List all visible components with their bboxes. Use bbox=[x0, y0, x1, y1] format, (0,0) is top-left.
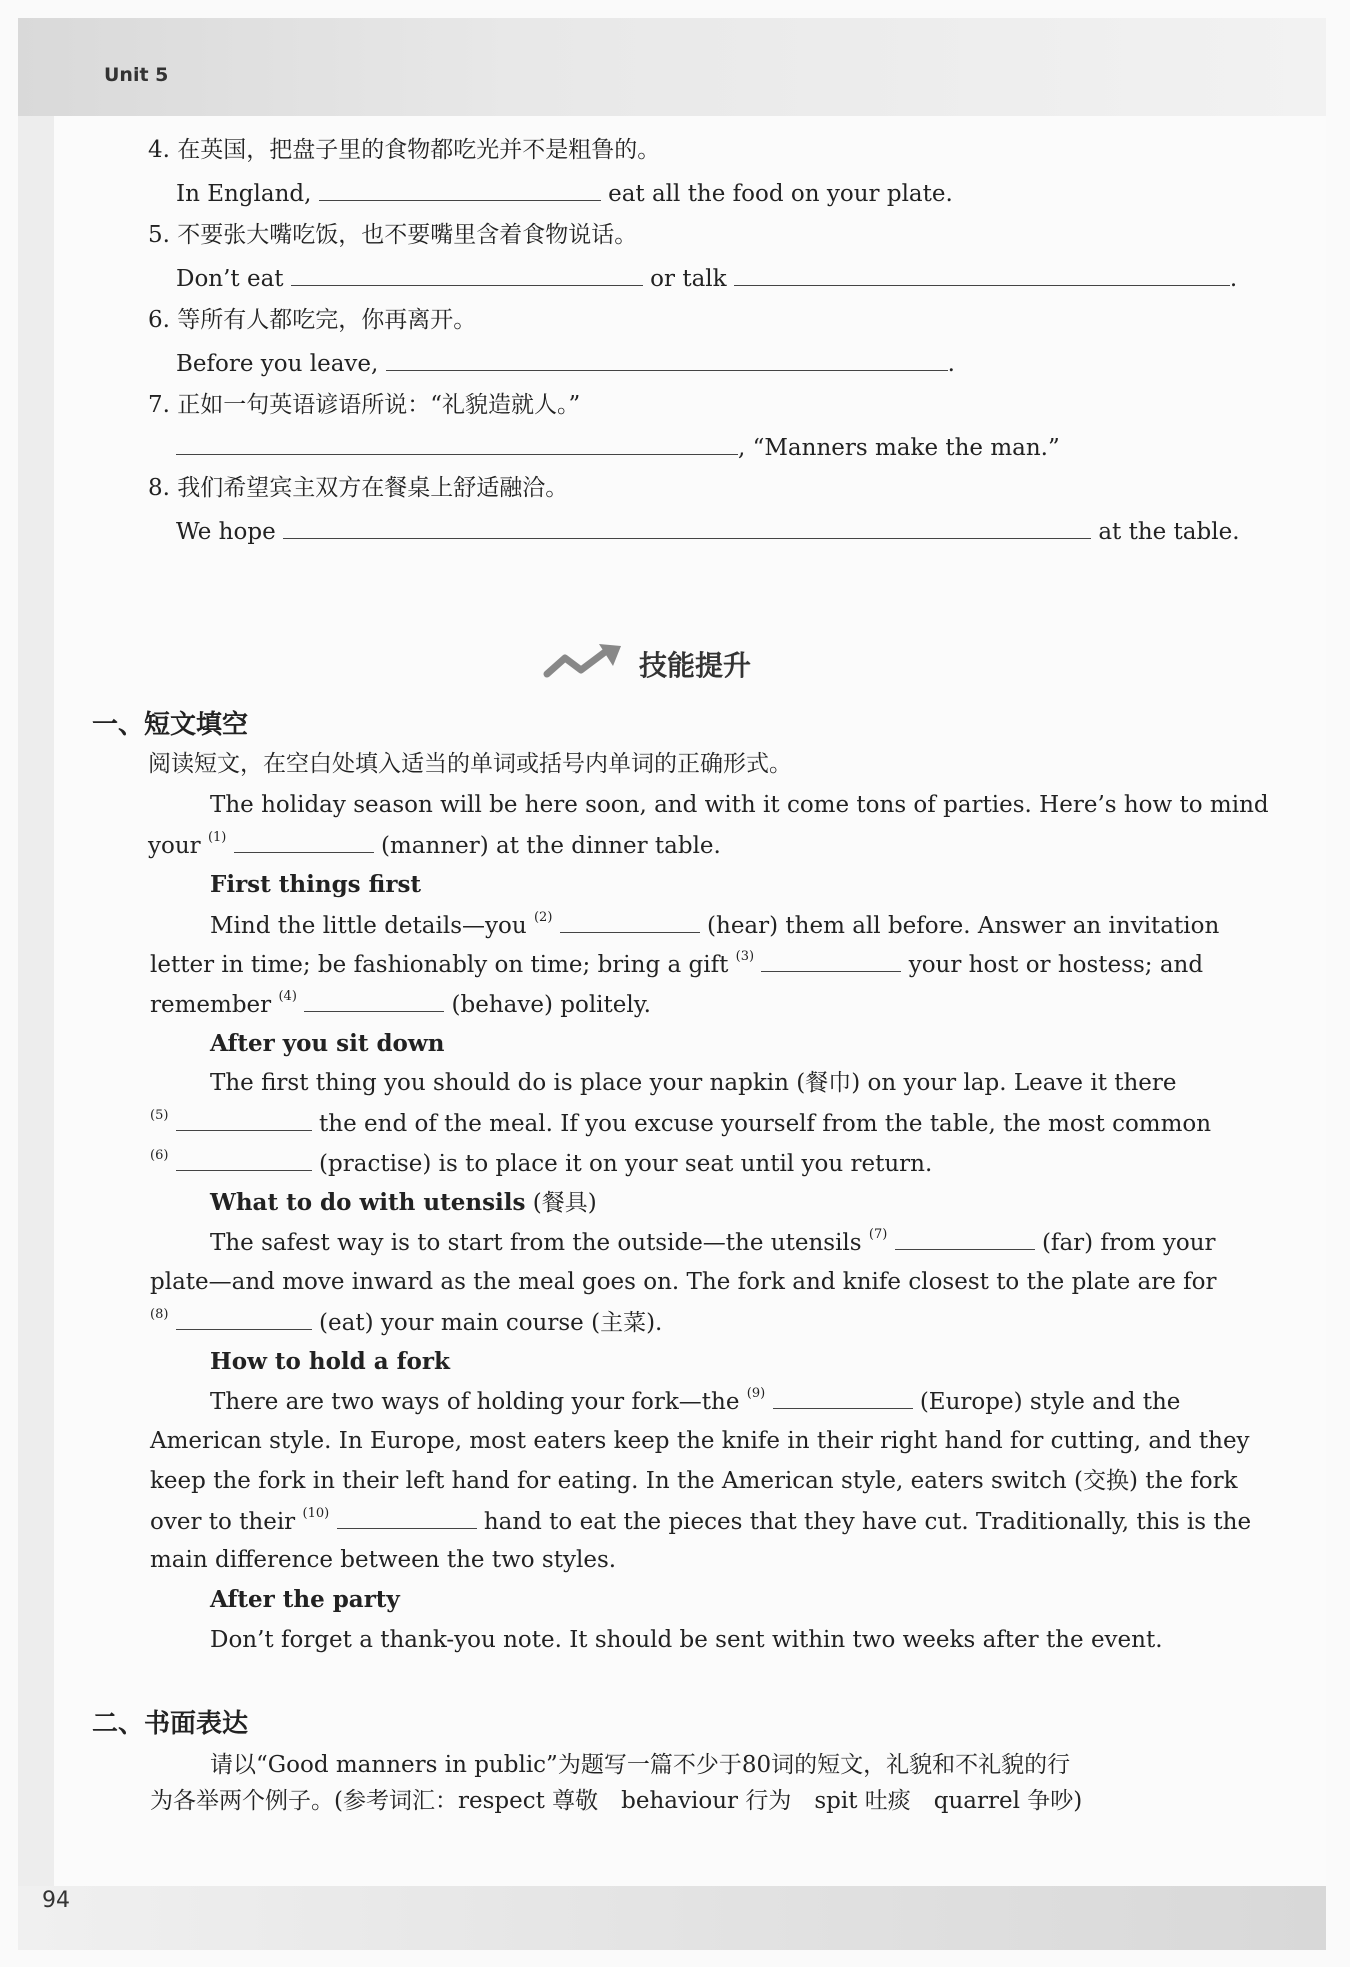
item-7-cn: 7. 正如一句英语谚语所说：“礼貌造就人。” bbox=[148, 392, 581, 418]
para4-text-c: over to their bbox=[150, 1509, 296, 1535]
item-8-en bbox=[176, 516, 1240, 547]
blank-7[interactable] bbox=[895, 1227, 1035, 1250]
blank-number-5: (5) bbox=[150, 1108, 169, 1123]
subheading-first-things: First things first bbox=[210, 871, 422, 898]
item-6-cn: 6. 等所有人都吃完，你再离开。 bbox=[148, 307, 477, 333]
item-5-prefix: Don’t eat bbox=[176, 266, 284, 292]
para2-line-1: The first thing you should do is place your napkin (餐巾) on your lap. Leave it there bbox=[210, 1070, 1177, 1096]
item-4-cn: 4. 在英国，把盘子里的食物都吃光并不是粗鲁的。 bbox=[148, 137, 661, 163]
blank-number-1: (1) bbox=[207, 830, 227, 845]
item-5-en bbox=[176, 263, 1237, 294]
para1-text-f: (behave) politely. bbox=[451, 992, 651, 1018]
item-6-prefix: Before you leave, bbox=[176, 351, 379, 377]
blank-3[interactable] bbox=[761, 949, 901, 972]
footer-band bbox=[18, 1886, 1326, 1950]
blank-number-3: (3) bbox=[735, 949, 755, 964]
item-5-cn: 5. 不要张大嘴吃饭，也不要嘴里含着食物说话。 bbox=[148, 222, 638, 248]
para1-text-e: remember bbox=[150, 992, 272, 1018]
para4-line-3: keep the fork in their left hand for eating. In the American style, eaters switch (交换) the fork bbox=[150, 1468, 1238, 1494]
para1-text-a: Mind the little details—you bbox=[210, 913, 527, 939]
item-4-suffix: eat all the food on your plate. bbox=[608, 181, 953, 207]
intro-text-a: your bbox=[148, 833, 201, 859]
item-7-en bbox=[176, 432, 1060, 463]
para3-text-b: (far) from your bbox=[1041, 1230, 1216, 1256]
para3-line-3 bbox=[150, 1307, 662, 1342]
para1-text-d: your host or hostess; and bbox=[908, 952, 1204, 978]
blank-10[interactable] bbox=[337, 1506, 477, 1529]
subheading-utensils bbox=[210, 1188, 597, 1218]
blank-8[interactable] bbox=[176, 1307, 312, 1330]
part1-instruction: 阅读短文，在空白处填入适当的单词或括号内单词的正确形式。 bbox=[148, 751, 792, 777]
page-number: 94 bbox=[42, 1888, 70, 1913]
item-5-blank-2[interactable] bbox=[734, 263, 1230, 286]
blank-9[interactable] bbox=[773, 1386, 913, 1409]
para4-line-2: American style. In Europe, most eaters keep the knife in their right hand for cutting, and they bbox=[150, 1428, 1250, 1454]
blank-number-4: (4) bbox=[278, 989, 297, 1004]
blank-1[interactable] bbox=[234, 830, 374, 853]
para4-text-b: (Europe) style and the bbox=[919, 1389, 1181, 1415]
item-7-suffix: , “Manners make the man.” bbox=[738, 435, 1060, 461]
item-4-en bbox=[176, 178, 953, 209]
para4-text-a: There are two ways of holding your fork—the bbox=[210, 1389, 740, 1415]
blank-number-2: (2) bbox=[533, 910, 553, 925]
blank-5[interactable] bbox=[176, 1108, 312, 1131]
blank-number-8: (8) bbox=[150, 1307, 169, 1322]
para1-text-c: letter in time; be fashionably on time; bring a gift bbox=[150, 952, 729, 978]
item-7-blank[interactable] bbox=[176, 432, 738, 455]
para3-text-a: The safest way is to start from the outside—the utensils bbox=[210, 1230, 862, 1256]
left-margin-strip bbox=[18, 116, 54, 1886]
blank-6[interactable] bbox=[176, 1148, 312, 1171]
para4-line-5: main difference between the two styles. bbox=[150, 1547, 617, 1573]
para3-line-2: plate—and move inward as the meal goes on. The fork and knife closest to the plate are for bbox=[150, 1269, 1217, 1295]
item-6-en bbox=[176, 348, 955, 379]
blank-number-6: (6) bbox=[150, 1148, 169, 1163]
item-5-middle: or talk bbox=[650, 266, 727, 292]
part2-line-1: 请以“Good manners in public”为题写一篇不少于80词的短文，礼貌和不礼貌的行 bbox=[210, 1752, 1071, 1778]
para3-line-1 bbox=[210, 1227, 1216, 1262]
blank-number-7: (7) bbox=[868, 1227, 888, 1242]
intro-line-2 bbox=[148, 830, 721, 865]
para2-line-2 bbox=[150, 1108, 1211, 1143]
para1-text-b: (hear) them all before. Answer an invitation bbox=[707, 913, 1220, 939]
item-5-suffix: . bbox=[1229, 266, 1238, 292]
item-6-suffix: . bbox=[947, 351, 955, 377]
para2-text-b: (practise) is to place it on your seat until you return. bbox=[319, 1151, 933, 1177]
para4-line-1 bbox=[210, 1386, 1180, 1421]
item-6-blank[interactable] bbox=[386, 348, 948, 371]
item-8-blank[interactable] bbox=[283, 516, 1091, 539]
para4-text-d: hand to eat the pieces that they have cut. Traditionally, this is the bbox=[483, 1509, 1252, 1535]
item-4-blank[interactable] bbox=[319, 178, 601, 201]
intro-line-1: The holiday season will be here soon, and with it come tons of parties. Here’s how to mind bbox=[210, 792, 1269, 818]
part1-heading: 一、短文填空 bbox=[92, 710, 249, 740]
trend-arrow-icon bbox=[543, 640, 627, 684]
para1-line-3 bbox=[150, 989, 651, 1024]
para5-line-1: Don’t forget a thank-you note. It should be sent within two weeks after the event. bbox=[210, 1627, 1163, 1653]
para3-text-c: (eat) your main course (主菜). bbox=[319, 1310, 663, 1336]
unit-label: Unit 5 bbox=[104, 64, 169, 86]
para4-line-4 bbox=[150, 1506, 1251, 1541]
item-4-prefix: In England, bbox=[176, 181, 312, 207]
blank-4[interactable] bbox=[304, 989, 444, 1012]
blank-number-10: (10) bbox=[302, 1506, 330, 1521]
part2-heading: 二、书面表达 bbox=[92, 1709, 249, 1739]
blank-2[interactable] bbox=[560, 910, 700, 933]
intro-text-b: (manner) at the dinner table. bbox=[381, 833, 721, 859]
para2-line-3 bbox=[150, 1148, 932, 1183]
header-band bbox=[18, 18, 1326, 116]
para1-line-2 bbox=[150, 949, 1203, 984]
subheading-utensils-cn: (餐具) bbox=[532, 1190, 597, 1216]
item-8-suffix: at the table. bbox=[1098, 519, 1240, 545]
subheading-after-party: After the party bbox=[210, 1586, 400, 1613]
para2-text-a: the end of the meal. If you excuse yourself from the table, the most common bbox=[319, 1111, 1212, 1137]
para1-line-1 bbox=[210, 910, 1219, 945]
subheading-after-sit-down: After you sit down bbox=[210, 1030, 445, 1057]
subheading-hold-fork: How to hold a fork bbox=[210, 1348, 450, 1375]
item-8-prefix: We hope bbox=[176, 519, 276, 545]
item-8-cn: 8. 我们希望宾主双方在餐桌上舒适融洽。 bbox=[148, 475, 569, 501]
part2-line-2: 为各举两个例子。(参考词汇：respect 尊敬 behaviour 行为 spit 吐痰 quarrel 争吵) bbox=[150, 1788, 1083, 1814]
section-title-text: 技能提升 bbox=[639, 649, 752, 682]
subheading-utensils-text: What to do with utensils bbox=[210, 1189, 526, 1216]
item-5-blank-1[interactable] bbox=[291, 263, 643, 286]
blank-number-9: (9) bbox=[746, 1386, 766, 1401]
